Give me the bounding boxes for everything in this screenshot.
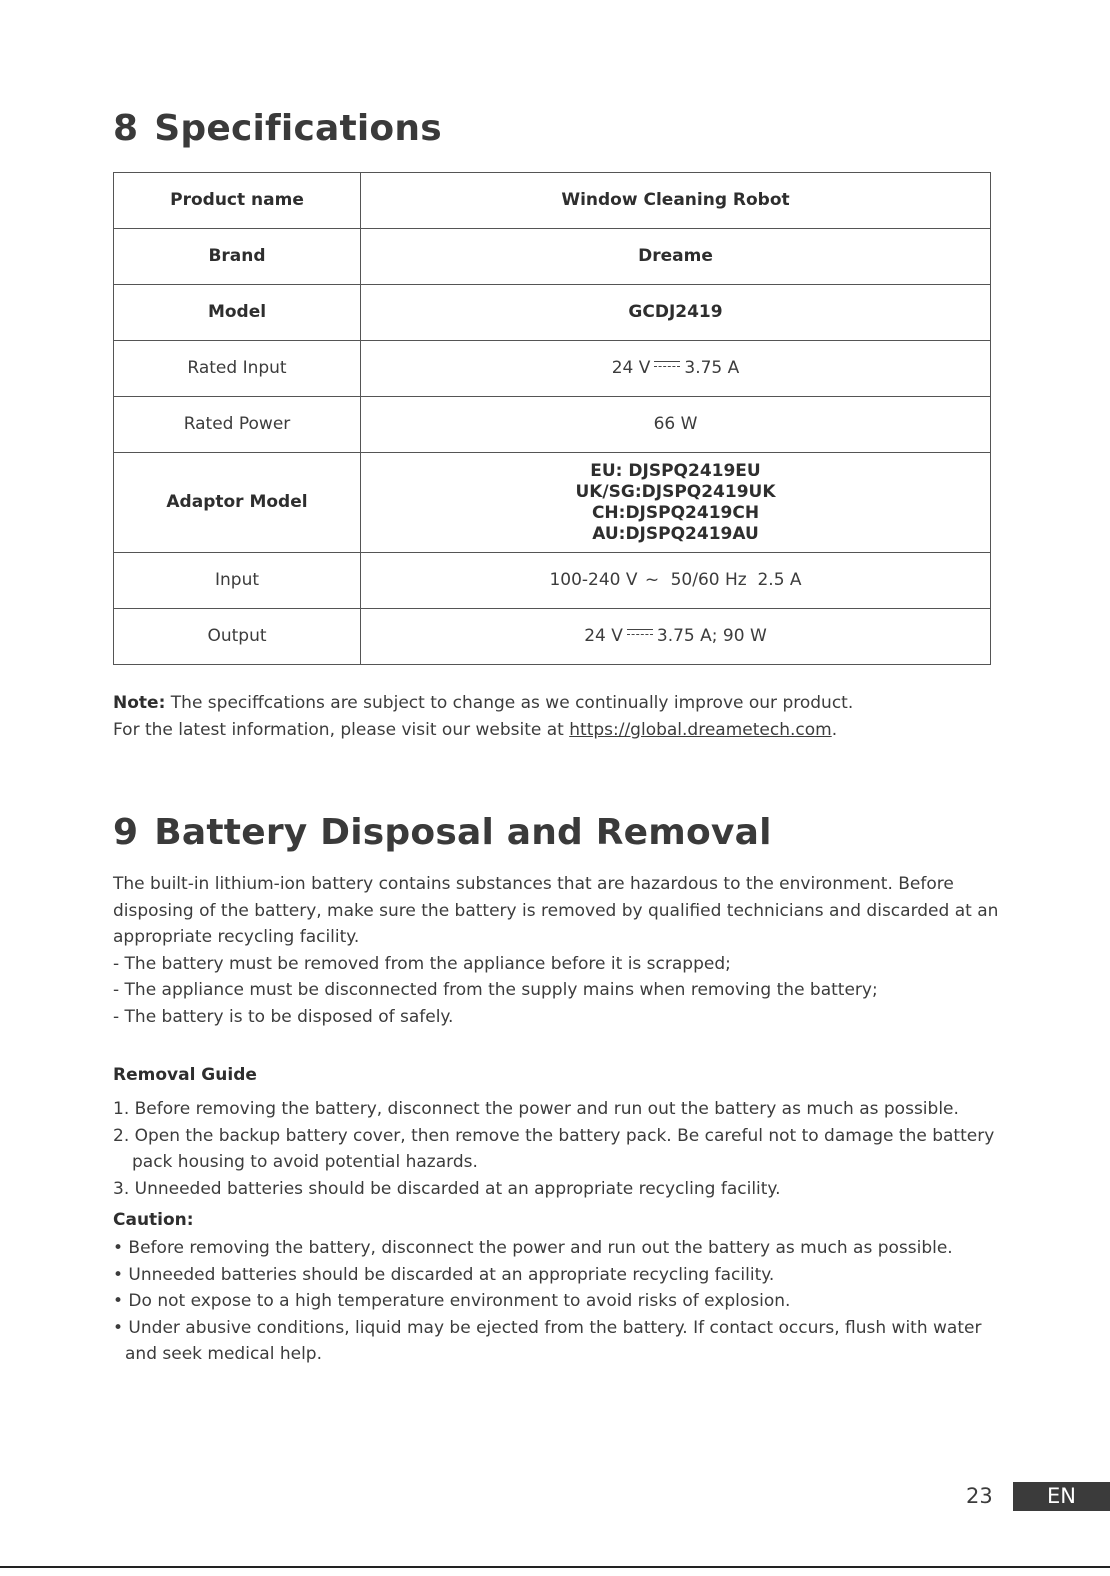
spec-value: GCDJ2419 bbox=[361, 285, 991, 341]
spec-label: Model bbox=[114, 285, 361, 341]
spec-label: Adaptor Model bbox=[114, 453, 361, 553]
website-link[interactable]: https://global.dreametech.com bbox=[569, 719, 832, 740]
specifications-table bbox=[113, 172, 991, 665]
step-item: 2. Open the backup battery cover, then remove the battery pack. Be careful not to damage the battery bbox=[113, 1125, 995, 1146]
note-text: For the latest information, please visit our website at bbox=[113, 719, 570, 740]
voltage: 100-240 V bbox=[549, 570, 638, 590]
section-title: Battery Disposal and Removal bbox=[154, 812, 772, 853]
caution-item: • Before removing the battery, disconnect the power and run out the battery as much as possible. bbox=[113, 1238, 953, 1258]
caution-heading: Caution: bbox=[113, 1210, 194, 1230]
note-text: . bbox=[831, 719, 838, 740]
adaptor-model-uk: UK/SG:DJSPQ2419UK bbox=[575, 481, 776, 502]
caution-list bbox=[113, 1235, 993, 1368]
paragraph-line: appropriate recycling facility. bbox=[113, 927, 360, 947]
adaptor-model-ch: CH:DJSPQ2419CH bbox=[591, 502, 760, 523]
table-row bbox=[114, 341, 991, 397]
table-row bbox=[114, 453, 991, 553]
spec-value bbox=[361, 553, 991, 609]
paragraph-line: disposing of the battery, make sure the battery is removed by qualified technicians and discarded at an bbox=[113, 900, 999, 921]
note-label: Note: bbox=[113, 693, 166, 713]
spec-label: Brand bbox=[114, 229, 361, 285]
rule-item: - The battery must be removed from the appliance before it is scrapped; bbox=[113, 953, 731, 974]
spec-label: Output bbox=[114, 609, 361, 665]
battery-intro bbox=[113, 871, 999, 1030]
removal-guide-heading: Removal Guide bbox=[113, 1065, 257, 1085]
note-line bbox=[113, 690, 993, 717]
spec-label: Rated Input bbox=[114, 341, 361, 397]
step-item: 3. Unneeded batteries should be discarded at an appropriate recycling facility. bbox=[113, 1178, 781, 1199]
spec-value: Window Cleaning Robot bbox=[361, 173, 991, 229]
section-8-heading bbox=[113, 108, 442, 149]
page-number: 23 bbox=[966, 1484, 993, 1508]
spec-label: Input bbox=[114, 553, 361, 609]
spec-label: Rated Power bbox=[114, 397, 361, 453]
ac-symbol-icon: ~ bbox=[644, 570, 660, 590]
removal-steps bbox=[113, 1096, 993, 1202]
caution-item: • Under abusive conditions, liquid may be ejected from the battery. If contact occurs, flush with water bbox=[113, 1317, 982, 1338]
table-row bbox=[114, 285, 991, 341]
spec-value bbox=[361, 453, 991, 553]
rule-item: - The battery is to be disposed of safely. bbox=[113, 1006, 454, 1027]
table-row bbox=[114, 553, 991, 609]
current-power: 3.75 A; 90 W bbox=[656, 626, 767, 646]
voltage: 24 V bbox=[584, 626, 623, 646]
spec-label: Product name bbox=[114, 173, 361, 229]
step-item-continued: pack housing to avoid potential hazards. bbox=[132, 1152, 478, 1172]
current: 3.75 A bbox=[684, 358, 740, 378]
frequency-current: 50/60 Hz 2.5 A bbox=[670, 570, 802, 590]
voltage: 24 V bbox=[611, 358, 651, 378]
section-number: 9 bbox=[113, 812, 139, 853]
spec-value bbox=[361, 609, 991, 665]
caution-item-continued: and seek medical help. bbox=[125, 1344, 322, 1364]
table-row bbox=[114, 397, 991, 453]
caution-item: • Unneeded batteries should be discarded at an appropriate recycling facility. bbox=[113, 1264, 775, 1285]
section-title: Specifications bbox=[154, 108, 442, 149]
section-9-heading bbox=[113, 812, 772, 853]
rule-item: - The appliance must be disconnected from the supply mains when removing the battery; bbox=[113, 980, 878, 1000]
adaptor-model-au: AU:DJSPQ2419AU bbox=[592, 523, 759, 544]
note-block bbox=[113, 690, 993, 743]
spec-value: 66 W bbox=[361, 397, 991, 453]
adaptor-model-eu: EU: DJSPQ2419EU bbox=[590, 460, 761, 481]
section-number: 8 bbox=[113, 108, 139, 149]
table-row bbox=[114, 609, 991, 665]
spec-value bbox=[361, 341, 991, 397]
table-row bbox=[114, 173, 991, 229]
paragraph-line: The built-in lithium-ion battery contains substances that are hazardous to the environment. Before bbox=[113, 874, 954, 894]
table-row bbox=[114, 229, 991, 285]
dc-symbol-icon bbox=[627, 629, 653, 639]
language-tab: EN bbox=[1013, 1482, 1110, 1511]
bottom-divider bbox=[0, 1566, 1110, 1568]
caution-item: • Do not expose to a high temperature environment to avoid risks of explosion. bbox=[113, 1291, 791, 1311]
dc-symbol-icon bbox=[654, 361, 680, 371]
note-line bbox=[113, 717, 993, 744]
spec-value: Dreame bbox=[361, 229, 991, 285]
step-item: 1. Before removing the battery, disconnect the power and run out the battery as much as possible. bbox=[113, 1099, 959, 1119]
note-text: The speciffcations are subject to change as we continually improve our product. bbox=[165, 693, 854, 713]
